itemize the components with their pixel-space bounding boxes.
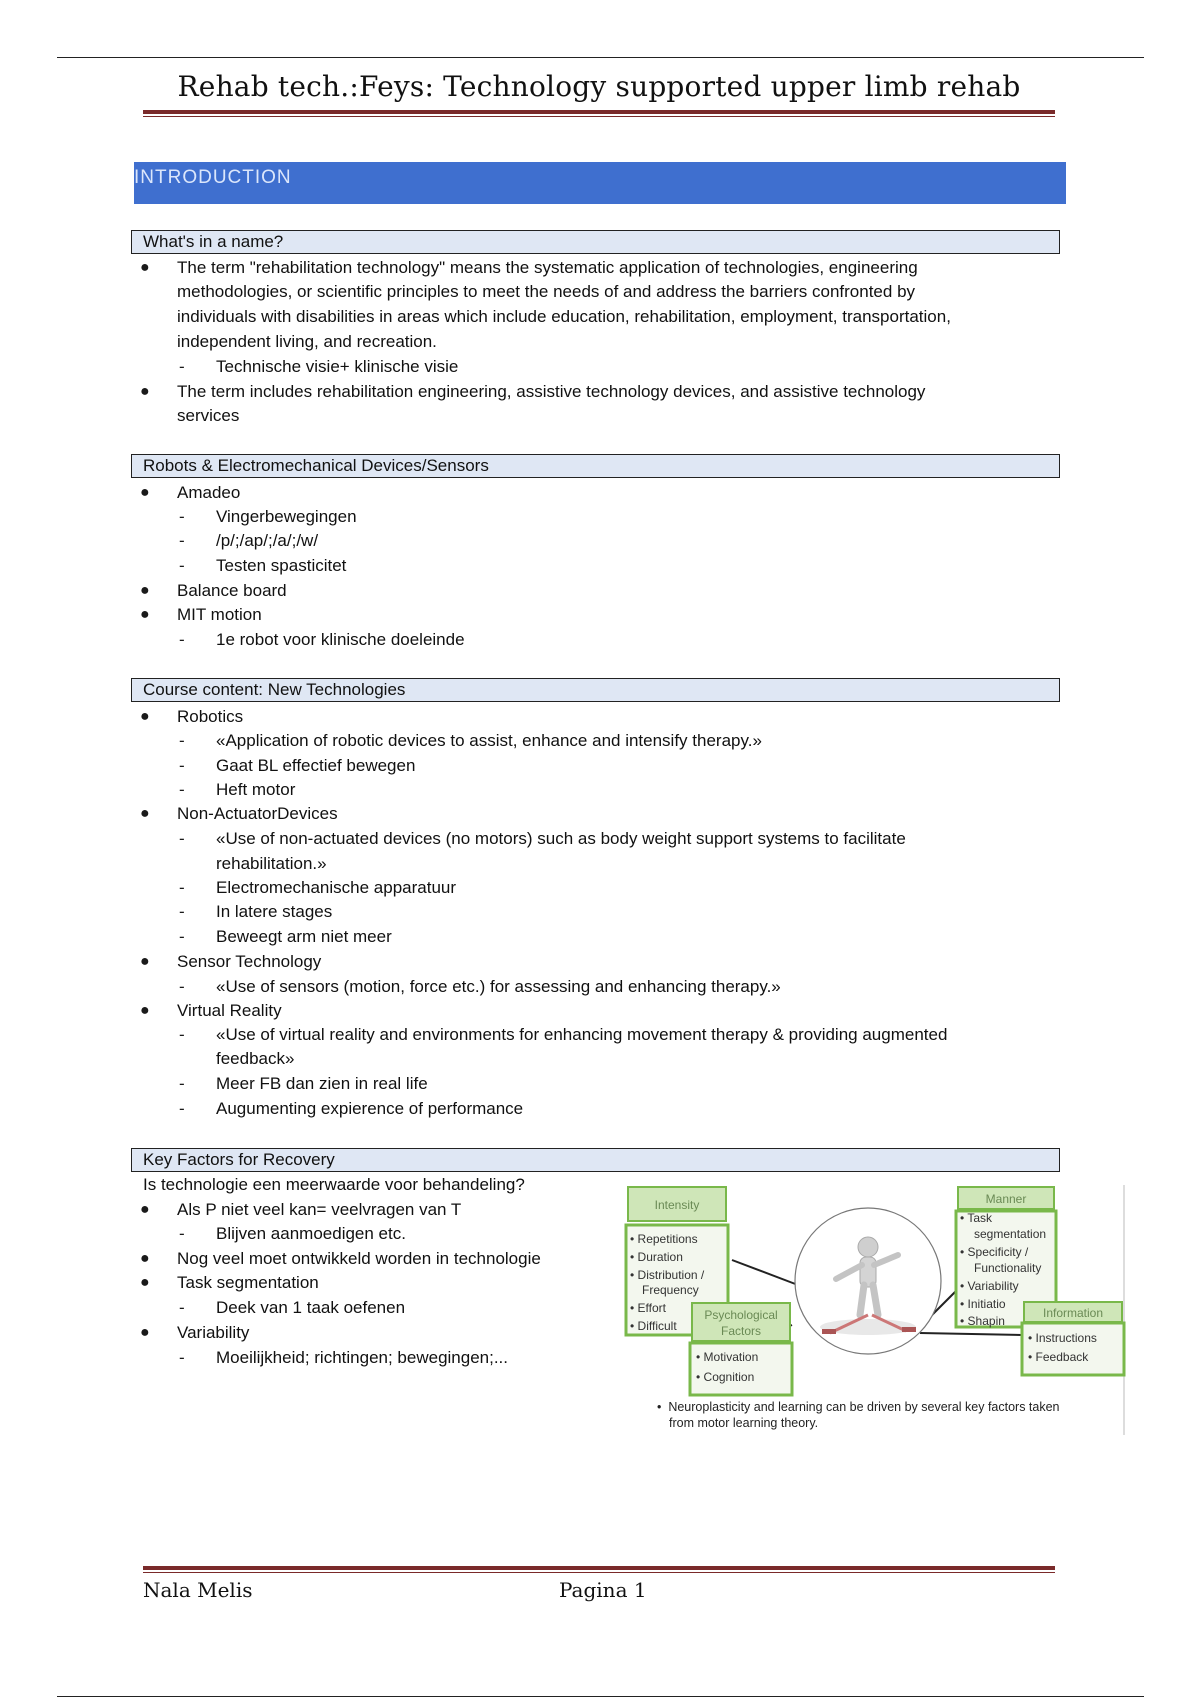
caption-line: Neuroplasticity and learning can be driven by several key factors taken (668, 1400, 1060, 1414)
bullet-icon: ● (140, 1002, 150, 1019)
footer-rule (143, 1566, 1055, 1573)
list-item: In latere stages (216, 902, 333, 921)
list-item: Non-ActuatorDevices (177, 804, 338, 823)
top-rule (57, 57, 1144, 58)
list-item: Beweegt arm niet meer (216, 927, 392, 946)
dash-icon: - (179, 756, 185, 775)
list-item: Virtual Reality (177, 1001, 282, 1020)
svg-text:• Instructions: • Instructions (1028, 1331, 1097, 1345)
bullet-icon: ● (140, 1274, 150, 1291)
bullet-icon: ● (140, 606, 150, 623)
svg-text:• Feedback: • Feedback (1028, 1350, 1089, 1364)
bullet-icon: ● (140, 805, 150, 822)
list-item: Electromechanische apparatuur (216, 878, 457, 897)
bullet-icon: ● (140, 708, 150, 725)
dash-icon: - (179, 531, 185, 550)
list-item: Amadeo (177, 483, 241, 502)
svg-text:• Difficult: • Difficult (630, 1319, 677, 1333)
dash-icon: - (179, 878, 185, 897)
title-underline (143, 110, 1055, 117)
footer-author: Nala Melis (143, 1578, 253, 1602)
svg-text:• Specificity /: • Specificity / (960, 1245, 1029, 1259)
section-banner (134, 162, 1066, 204)
list-item: individuals with disabilities in areas which include education, rehabilitation, employment, transportation, (177, 307, 951, 326)
dash-icon: - (179, 1298, 185, 1317)
information-box (1022, 1302, 1124, 1375)
list-item: methodologies, or scientific principles to meet the needs of and address the barriers confronted by (177, 282, 916, 301)
list-item: Robotics (177, 707, 244, 726)
svg-text:Factors: Factors (720, 1324, 762, 1338)
dash-icon: - (179, 507, 185, 526)
list-item: Deek van 1 taak oefenen (216, 1298, 406, 1317)
svg-text:• Initiatio: • Initiatio (960, 1297, 1006, 1311)
heading-robots (131, 454, 1060, 478)
dash-icon: - (179, 1099, 185, 1118)
bullet-icon: ● (140, 1201, 150, 1218)
list-item: «Use of non-actuated devices (no motors) such as body weight support systems to facilitate (216, 829, 906, 848)
svg-text:Intensity: Intensity (654, 1198, 700, 1212)
list-item: 1e robot voor klinische doeleinde (216, 630, 465, 649)
list-item: rehabilitation.» (216, 854, 327, 873)
svg-text:Frequency: Frequency (642, 1283, 699, 1297)
list-item: Blijven aanmoedigen etc. (216, 1224, 406, 1243)
list-item: /p/;/ap/;/a/;/w/ (216, 531, 319, 550)
bullet-icon: ● (140, 259, 150, 276)
svg-text:• Variability: • Variability (960, 1279, 1019, 1293)
bullet-icon: ● (140, 582, 150, 599)
svg-text:• Cognition: • Cognition (696, 1370, 755, 1384)
svg-text:segmentation: segmentation (974, 1227, 1047, 1241)
list-item: «Use of virtual reality and environments for enhancing movement therapy & providing augmented (216, 1025, 948, 1044)
list-item: «Use of sensors (motion, force etc.) for assessing and enhancing therapy.» (216, 977, 781, 996)
heading-whats-in-a-name (131, 230, 1060, 254)
list-item: independent living, and recreation. (177, 332, 437, 351)
svg-text:• Effort: • Effort (630, 1301, 667, 1315)
list-item: Sensor Technology (177, 952, 322, 971)
heading-text: Key Factors for Recovery (143, 1150, 335, 1169)
question-text: Is technologie een meerwaarde voor behandeling? (143, 1175, 525, 1194)
heading-course-content (131, 678, 1060, 702)
page-title: Rehab tech.:Feys: Technology supported upper limb rehab (177, 70, 1021, 103)
svg-text:• Repetitions: • Repetitions (630, 1232, 698, 1246)
heading-text: Robots & Electromechanical Devices/Sensors (143, 456, 489, 475)
bottom-rule (57, 1696, 1144, 1697)
dash-icon: - (179, 780, 185, 799)
dash-icon: - (179, 357, 185, 376)
heading-text: Course content: New Technologies (143, 680, 406, 699)
dash-icon: - (179, 556, 185, 575)
svg-text:• Duration: • Duration (630, 1250, 683, 1264)
list-item: Als P niet veel kan= veelvragen van T (177, 1200, 462, 1219)
dash-icon: - (179, 1025, 185, 1044)
svg-text:• Distribution /: • Distribution / (630, 1268, 705, 1282)
list-item: Augumenting expierence of performance (216, 1099, 524, 1118)
bullet-icon: ● (140, 1324, 150, 1341)
bullet-icon: ● (140, 1250, 150, 1267)
list-item: Gaat BL effectief bewegen (216, 756, 416, 775)
list-item: services (177, 406, 240, 425)
svg-text:• Shapin: • Shapin (960, 1314, 1005, 1328)
list-item: «Application of robotic devices to assist, enhance and intensify therapy.» (216, 731, 762, 750)
dash-icon: - (179, 927, 185, 946)
list-item: Task segmentation (177, 1273, 319, 1292)
footer-page-number: Pagina 1 (559, 1578, 647, 1602)
psychological-factors-box (690, 1303, 792, 1395)
dash-icon: - (179, 630, 185, 649)
dash-icon: - (179, 977, 185, 996)
dash-icon: - (179, 731, 185, 750)
list-item: Technische visie+ klinische visie (216, 357, 459, 376)
svg-text:Psychological: Psychological (704, 1308, 778, 1322)
bullet-icon: ● (140, 484, 150, 501)
svg-text:Manner: Manner (985, 1192, 1027, 1206)
list-item: The term includes rehabilitation engineering, assistive technology devices, and assistive technology (177, 382, 926, 401)
caption-line: from motor learning theory. (669, 1416, 819, 1430)
svg-text:• Task: • Task (960, 1211, 993, 1225)
svg-text:• Motivation: • Motivation (696, 1350, 759, 1364)
list-item: feedback» (216, 1049, 295, 1068)
dash-icon: - (179, 1348, 185, 1367)
heading-key-factors (131, 1148, 1060, 1172)
list-item: Nog veel moet ontwikkeld worden in technologie (177, 1249, 541, 1268)
dash-icon: - (179, 1224, 185, 1243)
list-item: Vingerbewegingen (216, 507, 357, 526)
svg-text:Information: Information (1042, 1306, 1104, 1320)
list-item: Testen spasticitet (216, 556, 347, 575)
bullet-icon: ● (140, 953, 150, 970)
bullet-icon: ● (140, 383, 150, 400)
dash-icon: - (179, 902, 185, 921)
list-item: Moeilijkheid; richtingen; bewegingen;... (216, 1348, 509, 1367)
diagram-caption: • Neuroplasticity and learning can be driven by several key factors taken from motor learning theory. (657, 1400, 1060, 1430)
key-factors-diagram (622, 1185, 1127, 1435)
list-item: MIT motion (177, 605, 262, 624)
list-item: Meer FB dan zien in real life (216, 1074, 428, 1093)
list-item: Variability (177, 1323, 250, 1342)
section-title: INTRODUCTION (134, 167, 292, 188)
dash-icon: - (179, 829, 185, 848)
heading-text: What's in a name? (143, 232, 284, 251)
list-item: Balance board (177, 581, 287, 600)
dash-icon: - (179, 1074, 185, 1093)
list-item: The term "rehabilitation technology" means the systematic application of technologies, engineering (177, 258, 918, 277)
list-item: Heft motor (216, 780, 296, 799)
svg-text:Functionality: Functionality (974, 1261, 1042, 1275)
